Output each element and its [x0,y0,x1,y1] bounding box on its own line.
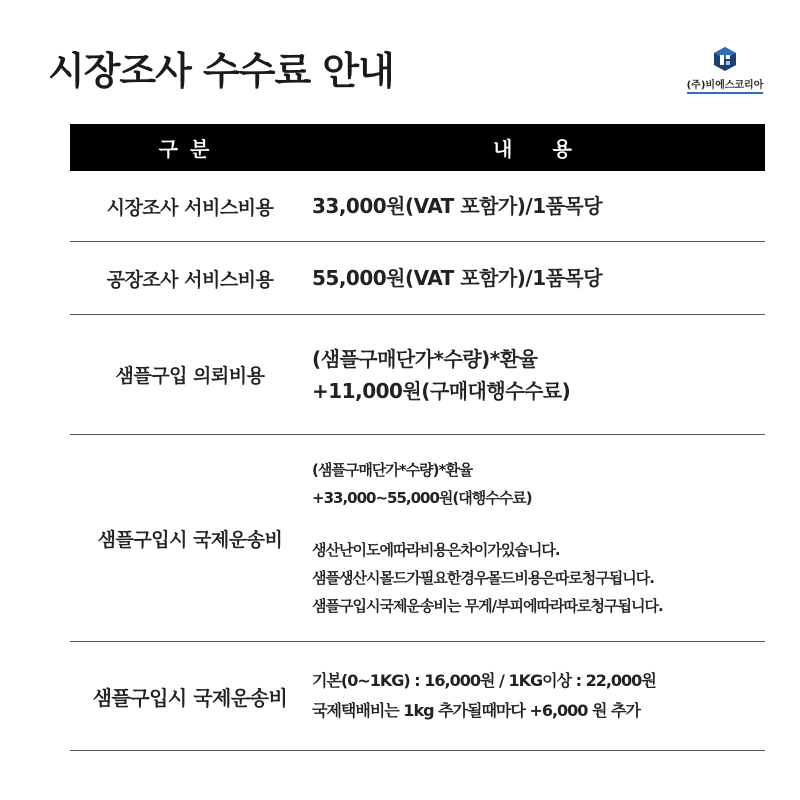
company-logo [684,46,766,98]
table-row [70,315,765,435]
content-line: (샘플구매단가*수량)*환율 [312,346,538,371]
table-row [70,642,765,751]
row-label: 시장조사 서비스비용 [106,196,274,219]
row-content [310,191,765,221]
row-label: 샘플구입 의뢰비용 [115,365,265,387]
logo-icon [712,46,738,72]
fee-table [70,124,765,751]
table-row [70,435,765,642]
row-label: 공장조사 서비스비용 [106,268,274,291]
content-line: 샘플구입시국제운송비는 무게/부피에따라따로청구됩니다. [312,597,663,615]
row-content [310,456,765,620]
content-line: 55,000원(VAT 포함가)/1품목당 [312,266,603,290]
row-content [310,666,765,726]
header-category: 구분 [158,137,222,161]
content-line: 국제택배비는 1kg 추가될때마다 +6,000 원 추가 [312,701,640,720]
content-line: +11,000원(구매대행수수료) [312,378,571,403]
row-label: 샘플구입시 국제운송비 [92,685,288,710]
content-line: 33,000원(VAT 포함가)/1품목당 [312,194,603,218]
table-row [70,242,765,315]
row-label: 샘플구입시 국제운송비 [97,528,283,551]
row-content [310,263,765,293]
page-title: 시장조사 수수료 안내 [48,49,394,93]
header-content: 내용 [493,137,612,161]
content-line: 샘플생산시몰드가필요한경우몰드비용은따로청구됩니다. [312,569,654,587]
content-line: 기본(0~1KG) : 16,000원 / 1KG이상 : 22,000원 [312,671,656,690]
table-header [70,124,765,171]
content-line: (샘플구매단가*수량)*환율 [312,461,473,479]
content-line: 생산난이도에따라비용은차이가있습니다. [312,541,560,559]
table-row [70,171,765,242]
content-line: +33,000~55,000원(대행수수료) [312,489,532,507]
logo-text: (주)비에스코리아 [687,76,764,94]
row-content [310,343,765,407]
